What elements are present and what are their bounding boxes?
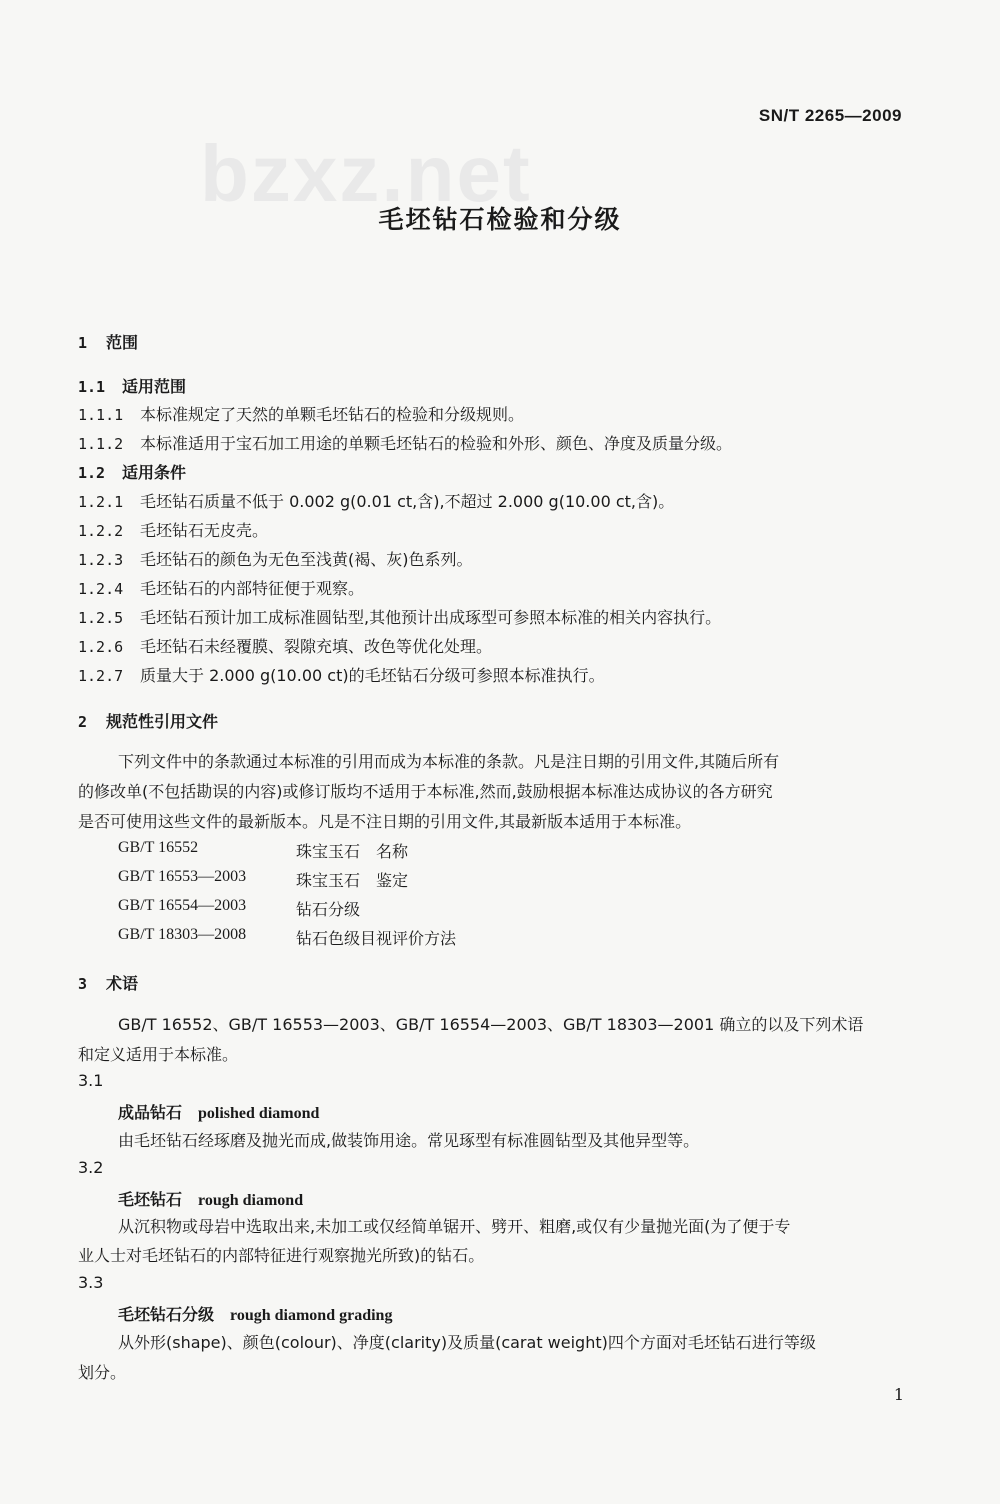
term-number: 3.2 bbox=[78, 1158, 104, 1177]
term-definition: 业人士对毛坯钻石的内部特征进行观察抛光所致)的钻石。 bbox=[78, 1246, 485, 1265]
term-heading: 毛坯钻石 rough diamond bbox=[118, 1190, 304, 1209]
term-definition: 划分。 bbox=[78, 1363, 127, 1382]
clause: 1.2.2 毛坯钻石无皮壳。 bbox=[78, 521, 269, 540]
section-heading: 3 术语 bbox=[78, 974, 139, 993]
paragraph-line: 是否可使用这些文件的最新版本。凡是不注日期的引用文件,其最新版本适用于本标准。 bbox=[78, 812, 692, 831]
reference-item: GB/T 18303—2008 钻石色级目视评价方法 bbox=[118, 926, 457, 948]
subsection-heading: 1.1 适用范围 bbox=[78, 377, 187, 396]
paragraph-line: 的修改单(不包括勘误的内容)或修订版均不适用于本标准,然而,鼓励根据本标准达成协议的各方研究 bbox=[78, 782, 773, 801]
watermark: bzxz.net bbox=[200, 129, 532, 218]
term-number: 3.1 bbox=[78, 1071, 104, 1090]
term-definition: 由毛坯钻石经琢磨及抛光而成,做装饰用途。常见琢型有标准圆钻型及其他异型等。 bbox=[118, 1131, 700, 1150]
page-number: 1 bbox=[893, 1385, 904, 1404]
paragraph-line: 下列文件中的条款通过本标准的引用而成为本标准的条款。凡是注日期的引用文件,其随后所有 bbox=[118, 752, 780, 771]
term-heading: 毛坯钻石分级 rough diamond grading bbox=[118, 1305, 393, 1324]
clause: 1.2.1 毛坯钻石质量不低于 0.002 g(0.01 ct,含),不超过 2.000 g(10.00 ct,含)。 bbox=[78, 492, 675, 511]
paragraph-line: GB/T 16552、GB/T 16553—2003、GB/T 16554—2003、GB/T 18303—2001 确立的以及下列术语 bbox=[118, 1015, 864, 1034]
clause: 1.1.2 本标准适用于宝石加工用途的单颗毛坯钻石的检验和外形、颜色、净度及质量分级。 bbox=[78, 434, 733, 453]
term-definition: 从沉积物或母岩中选取出来,未加工或仅经简单锯开、劈开、粗磨,或仅有少量抛光面(为了便于专 bbox=[118, 1217, 791, 1236]
section-heading: 1 范围 bbox=[78, 333, 139, 352]
clause: 1.1.1 本标准规定了天然的单颗毛坯钻石的检验和分级规则。 bbox=[78, 405, 525, 424]
term-heading: 成品钻石 polished diamond bbox=[118, 1103, 320, 1122]
subsection-heading: 1.2 适用条件 bbox=[78, 463, 187, 482]
term-number: 3.3 bbox=[78, 1273, 104, 1292]
clause: 1.2.3 毛坯钻石的颜色为无色至浅黄(褐、灰)色系列。 bbox=[78, 550, 473, 569]
clause: 1.2.4 毛坯钻石的内部特征便于观察。 bbox=[78, 579, 365, 598]
term-definition: 从外形(shape)、颜色(colour)、净度(clarity)及质量(carat weight)四个方面对毛坯钻石进行等级 bbox=[118, 1333, 816, 1352]
reference-item: GB/T 16554—2003 钻石分级 bbox=[118, 897, 361, 919]
reference-item: GB/T 16552 珠宝玉石 名称 bbox=[118, 839, 409, 861]
clause: 1.2.6 毛坯钻石未经覆膜、裂隙充填、改色等优化处理。 bbox=[78, 637, 493, 656]
paragraph-line: 和定义适用于本标准。 bbox=[78, 1045, 239, 1064]
document-title: 毛坯钻石检验和分级 bbox=[378, 205, 622, 234]
standard-code: SN/T 2265—2009 bbox=[758, 106, 902, 125]
reference-item: GB/T 16553—2003 珠宝玉石 鉴定 bbox=[118, 868, 409, 890]
clause: 1.2.5 毛坯钻石预计加工成标准圆钻型,其他预计出成琢型可参照本标准的相关内容执行。 bbox=[78, 608, 722, 627]
clause: 1.2.7 质量大于 2.000 g(10.00 ct)的毛坯钻石分级可参照本标准执行。 bbox=[78, 666, 605, 685]
section-heading: 2 规范性引用文件 bbox=[78, 712, 219, 731]
